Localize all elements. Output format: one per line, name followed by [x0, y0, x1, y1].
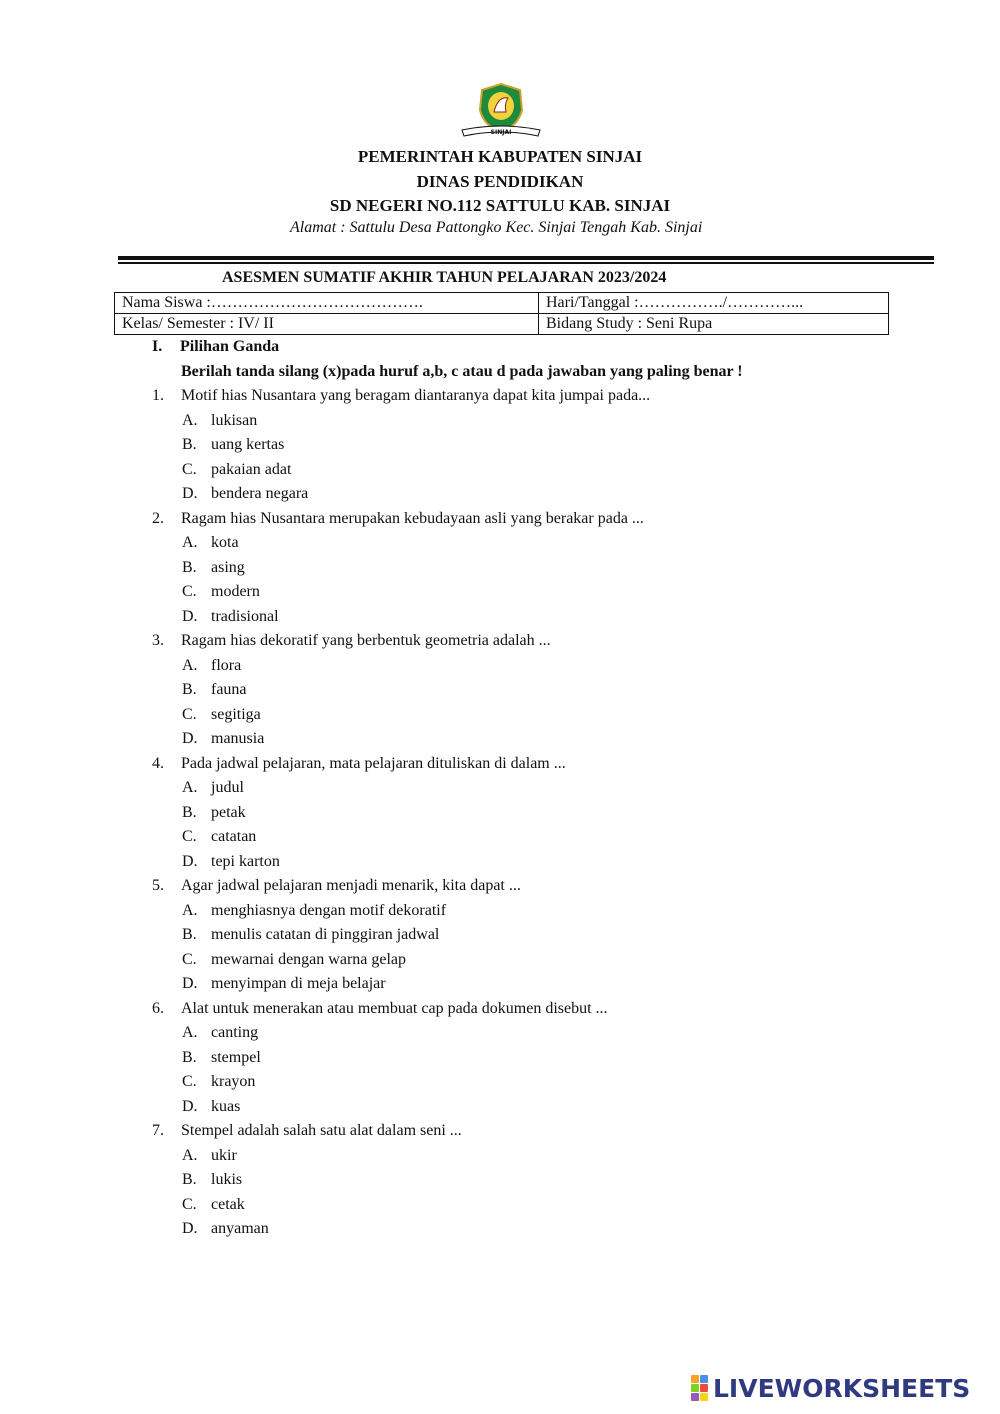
answer-option[interactable] — [152, 533, 650, 558]
question-text: Pada jadwal pelajaran, mata pelajaran dituliskan di dalam ... — [181, 754, 566, 772]
answer-option[interactable] — [152, 1048, 650, 1073]
logo-tile — [691, 1375, 699, 1383]
option-letter: A. — [182, 534, 198, 551]
answer-option[interactable] — [152, 1170, 650, 1195]
logo-tile — [691, 1384, 699, 1392]
question-text: Ragam hias dekoratif yang berbentuk geometria adalah ... — [181, 632, 551, 649]
logo-tile — [691, 1393, 699, 1401]
option-letter: D. — [182, 852, 198, 870]
answer-option[interactable] — [152, 1072, 650, 1097]
option-letter: C. — [182, 460, 197, 478]
question-text: Motif hias Nusantara yang beragam diantaranya dapat kita jumpai pada... — [181, 387, 651, 404]
answer-option[interactable] — [152, 925, 650, 950]
option-text: catatan — [211, 828, 257, 845]
sinjai-emblem-logo — [458, 82, 544, 138]
exam-title: ASESMEN SUMATIF AKHIR TAHUN PELAJARAN 2023/2024 — [222, 269, 667, 286]
header-department: DINAS PENDIDIKAN — [416, 172, 584, 191]
option-text: anyaman — [211, 1220, 269, 1237]
option-letter: B. — [182, 681, 197, 698]
answer-option[interactable] — [152, 1219, 650, 1244]
student-info-table — [114, 292, 889, 335]
option-letter: A. — [182, 901, 198, 919]
option-text: canting — [211, 1024, 259, 1041]
answer-option[interactable] — [152, 901, 650, 926]
question-4 — [152, 754, 650, 779]
option-letter: D. — [182, 1097, 198, 1115]
answer-option[interactable] — [152, 705, 650, 730]
header-divider-thin — [118, 262, 934, 264]
option-letter: C. — [182, 1073, 197, 1090]
option-text: modern — [211, 583, 260, 600]
option-text: kota — [211, 534, 239, 551]
question-5 — [152, 876, 650, 901]
liveworksheets-logo-icon — [691, 1375, 708, 1401]
section-number: I. — [152, 338, 163, 355]
option-letter: B. — [182, 436, 197, 453]
header-government: PEMERINTAH KABUPATEN SINJAI — [357, 147, 643, 166]
option-text: lukisan — [211, 411, 258, 429]
answer-option[interactable] — [152, 1146, 650, 1171]
section-instruction: Berilah tanda silang (x)pada huruf a,b, c atau d pada jawaban yang paling benar ! — [181, 363, 743, 380]
header-divider-thick — [118, 256, 934, 260]
option-letter: C. — [182, 705, 197, 723]
question-number: 5. — [152, 877, 164, 894]
header-school: SD NEGERI NO.112 SATTULU KAB. SINJAI — [329, 196, 671, 215]
option-letter: B. — [182, 1171, 197, 1188]
answer-option[interactable] — [152, 827, 650, 852]
question-list — [152, 386, 650, 1244]
section-title: Pilihan Ganda — [180, 338, 280, 355]
class-semester: Kelas/ Semester : IV/ II — [115, 314, 539, 335]
option-letter: B. — [182, 803, 197, 821]
liveworksheets-wordmark: LIVEWORKSHEETS — [713, 1373, 971, 1403]
option-text: lukis — [211, 1171, 243, 1188]
question-number: 7. — [152, 1122, 164, 1139]
option-letter: B. — [182, 926, 197, 943]
option-text: ukir — [211, 1146, 237, 1164]
option-letter: D. — [182, 1220, 198, 1237]
option-letter: B. — [182, 1048, 197, 1066]
option-text: judul — [211, 779, 244, 796]
option-letter: B. — [182, 558, 197, 576]
student-name-field[interactable]: Nama Siswa :…………………………………. — [115, 293, 539, 314]
answer-option[interactable] — [152, 852, 650, 877]
question-1 — [152, 386, 650, 411]
option-text: asing — [211, 558, 245, 576]
option-letter: D. — [182, 975, 198, 992]
answer-option[interactable] — [152, 974, 650, 999]
option-text: mewarnai dengan warna gelap — [211, 950, 407, 968]
option-text: uang kertas — [211, 436, 285, 453]
option-text: manusia — [211, 730, 265, 747]
option-text: cetak — [211, 1195, 245, 1213]
answer-option[interactable] — [152, 582, 650, 607]
option-letter: C. — [182, 950, 197, 968]
option-letter: D. — [182, 607, 198, 625]
answer-option[interactable] — [152, 803, 650, 828]
option-letter: D. — [182, 485, 198, 502]
question-6 — [152, 999, 650, 1024]
logo-tile — [700, 1375, 708, 1383]
question-text: Agar jadwal pelajaran menjadi menarik, kita dapat ... — [181, 877, 521, 894]
question-number: 3. — [152, 632, 164, 649]
option-text: menyimpan di meja belajar — [211, 975, 386, 992]
question-number: 1. — [152, 387, 164, 404]
option-text: fauna — [211, 681, 247, 698]
answer-option[interactable] — [152, 607, 650, 632]
option-text: menghiasnya dengan motif dekoratif — [211, 901, 447, 919]
answer-option[interactable] — [152, 1097, 650, 1122]
question-number: 6. — [152, 999, 164, 1017]
question-3 — [152, 631, 650, 656]
answer-option[interactable] — [152, 435, 650, 460]
answer-option[interactable] — [152, 558, 650, 583]
liveworksheets-watermark — [691, 1374, 970, 1402]
answer-option[interactable] — [152, 484, 650, 509]
option-letter: A. — [182, 779, 198, 796]
option-letter: C. — [182, 583, 197, 600]
question-7 — [152, 1121, 650, 1146]
option-letter: A. — [182, 656, 198, 674]
option-letter: A. — [182, 411, 198, 429]
subject: Bidang Study : Seni Rupa — [539, 314, 889, 335]
answer-option[interactable] — [152, 680, 650, 705]
logo-tile — [700, 1393, 708, 1401]
option-text: krayon — [211, 1073, 256, 1090]
option-letter: A. — [182, 1024, 198, 1041]
answer-option[interactable] — [152, 1195, 650, 1220]
answer-option[interactable] — [152, 460, 650, 485]
header-address: Alamat : Sattulu Desa Pattongko Kec. Sinjai Tengah Kab. Sinjai — [290, 219, 703, 236]
section-heading — [152, 338, 279, 356]
option-text: flora — [211, 656, 242, 674]
logo-tile — [700, 1384, 708, 1392]
option-letter: C. — [182, 828, 197, 845]
option-text: pakaian adat — [211, 460, 292, 478]
question-text: Stempel adalah salah satu alat dalam seni ... — [181, 1122, 462, 1139]
option-text: tradisional — [211, 607, 279, 625]
answer-option[interactable] — [152, 411, 650, 436]
option-text: segitiga — [211, 705, 261, 723]
question-2 — [152, 509, 650, 534]
answer-option[interactable] — [152, 778, 650, 803]
logo-text: SINJAI — [490, 129, 512, 136]
option-text: tepi karton — [211, 852, 280, 870]
option-text: bendera negara — [211, 485, 309, 502]
option-letter: A. — [182, 1146, 198, 1164]
question-text: Alat untuk menerakan atau membuat cap pada dokumen disebut ... — [181, 999, 608, 1017]
option-letter: C. — [182, 1195, 197, 1213]
answer-option[interactable] — [152, 1023, 650, 1048]
answer-option[interactable] — [152, 950, 650, 975]
answer-option[interactable] — [152, 729, 650, 754]
option-text: petak — [211, 803, 246, 821]
option-letter: D. — [182, 730, 198, 747]
date-field[interactable]: Hari/Tanggal :……………./…………... — [539, 293, 889, 314]
question-number: 2. — [152, 509, 164, 527]
option-text: kuas — [211, 1097, 241, 1115]
option-text: menulis catatan di pinggiran jadwal — [211, 926, 440, 943]
question-text: Ragam hias Nusantara merupakan kebudayaan asli yang berakar pada ... — [181, 509, 644, 527]
answer-option[interactable] — [152, 656, 650, 681]
question-number: 4. — [152, 754, 164, 772]
option-text: stempel — [211, 1048, 261, 1066]
